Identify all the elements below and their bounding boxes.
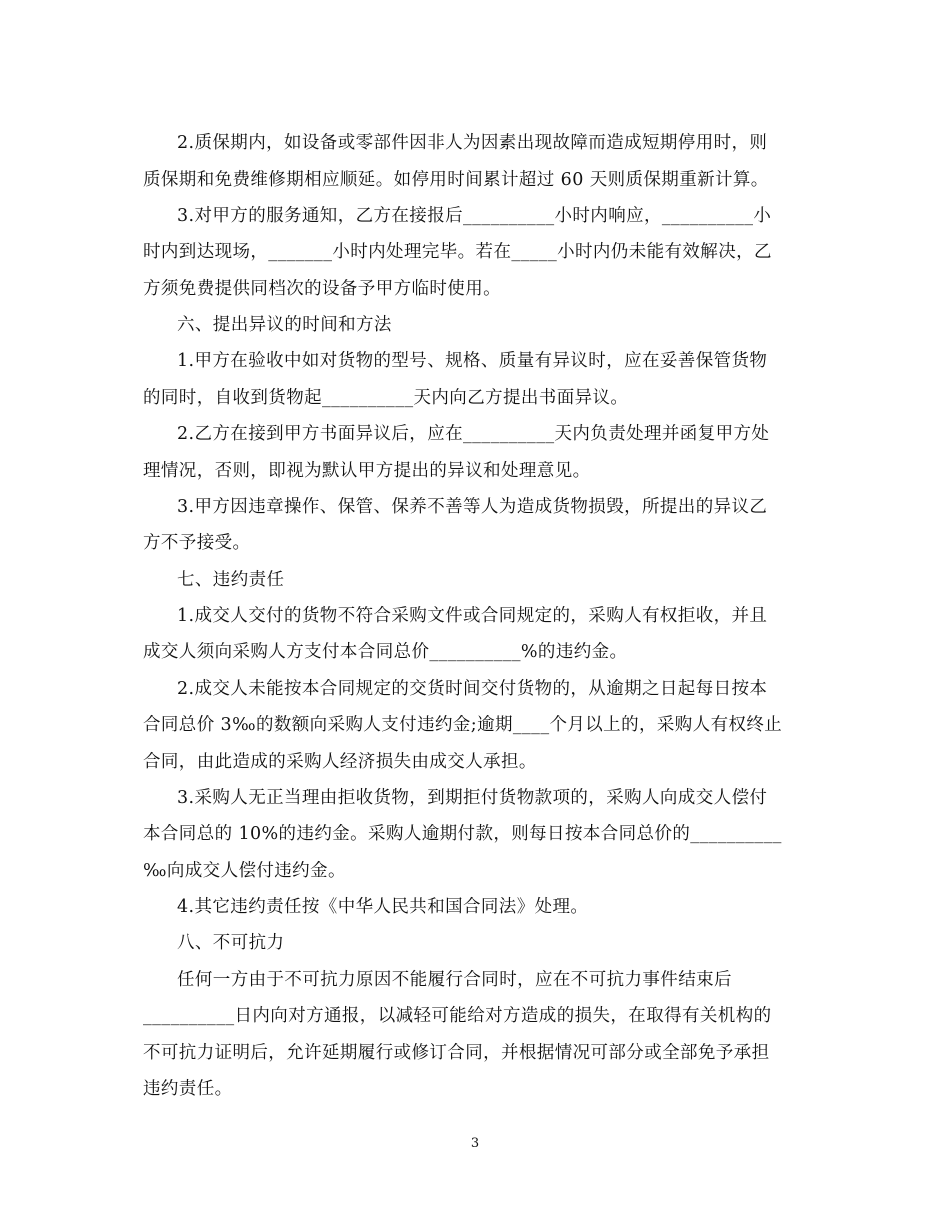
text-line: 方须免费提供同档次的设备予甲方临时使用。 (143, 279, 501, 299)
text-line: 成交人须向采购人方支付本合同总价__________%的违约金。 (143, 642, 628, 662)
text-line: __________日内向对方通报，以减轻可能给对方造成的损失，在取得有关机构的 (143, 1006, 772, 1026)
text-line: 2.质保期内，如设备或零部件因非人为因素出现故障而造成短期停用时，则 (177, 133, 768, 153)
text-line: 质保期和免费维修期相应顺延。如停用时间累计超过 60 天则质保期重新计算。 (143, 170, 769, 190)
text-line: 的同时，自收到货物起__________天内向乙方提出书面异议。 (143, 388, 629, 408)
text-line: 理情况，否则，即视为默认甲方提出的异议和处理意见。 (143, 461, 591, 481)
text-line: 时内到达现场，_______小时内处理完毕。若在_____小时内仍未能有效解决，乙 (143, 242, 772, 262)
text-line: ‰向成交人偿付违约金。 (143, 861, 346, 881)
text-line: 不可抗力证明后，允许延期履行或修订合同，并根据情况可部分或全部免予承担 (143, 1043, 770, 1063)
text-line: 1.甲方在验收中如对货物的型号、规格、质量有异议时，应在妥善保管货物 (177, 351, 768, 371)
section-heading: 六、提出异议的时间和方法 (177, 315, 392, 335)
text-line: 本合同总的 10%的违约金。采购人逾期付款，则每日按本合同总价的__________ (143, 824, 782, 844)
text-line: 2.成交人未能按本合同规定的交货时间交付货物的，从逾期之日起每日按本 (177, 679, 768, 699)
text-line: 1.成交人交付的货物不符合采购文件或合同规定的，采购人有权拒收，并且 (177, 606, 768, 626)
text-line: 3.采购人无正当理由拒收货物，到期拒付货物款项的，采购人向成交人偿付 (177, 788, 768, 808)
text-line: 方不予接受。 (143, 533, 251, 553)
text-line: 合同总价 3‰的数额向采购人支付违约金;逾期____个月以上的，采购人有权终止 (143, 715, 783, 735)
text-line: 违约责任。 (143, 1079, 233, 1099)
text-line: 2.乙方在接到甲方书面异议后，应在__________天内负责处理并函复甲方处 (177, 424, 770, 444)
text-line: 合同，由此造成的采购人经济损失由成交人承担。 (143, 752, 537, 772)
text-line: 3.对甲方的服务通知，乙方在接报后__________小时内响应，__________小 (177, 206, 772, 226)
page-number: 3 (470, 1136, 480, 1151)
text-line: 任何一方由于不可抗力原因不能履行合同时，应在不可抗力事件结束后 (177, 970, 732, 990)
section-heading: 八、不可抗力 (177, 933, 285, 953)
text-line: 4.其它违约责任按《中华人民共和国合同法》处理。 (177, 897, 589, 917)
section-heading: 七、违约责任 (177, 570, 285, 590)
text-line: 3.甲方因违章操作、保管、保养不善等人为造成货物损毁，所提出的异议乙 (177, 497, 768, 517)
